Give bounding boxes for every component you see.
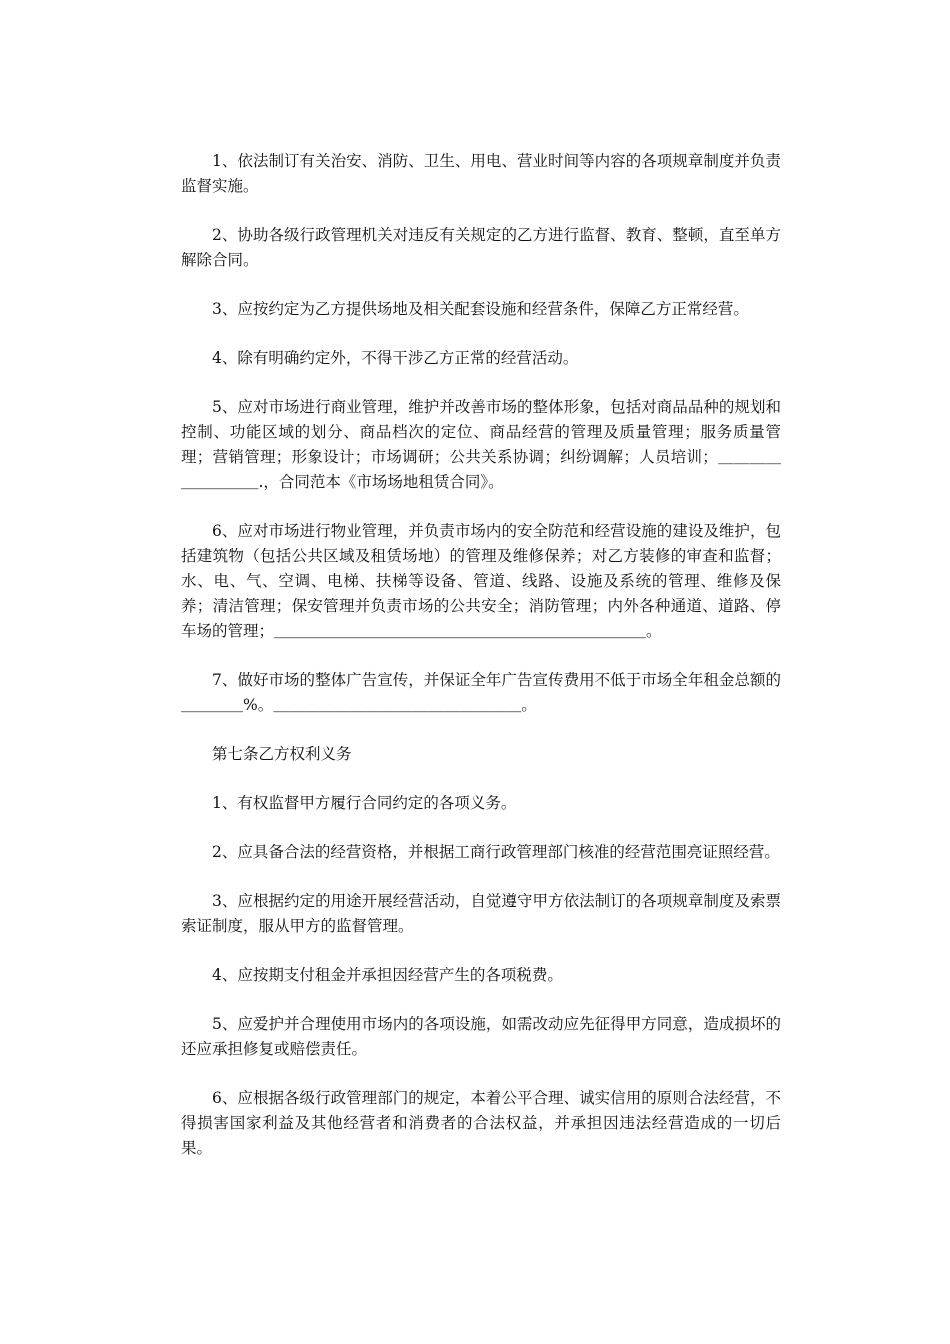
- section-heading: 第七条乙方权利义务: [212, 745, 352, 763]
- clause-paragraph: 1、有权监督甲方履行合同约定的各项义务。: [212, 794, 517, 812]
- clause-paragraph: 2、应具备合法的经营资格，并根据工商行政管理部门核准的经营范围亮证照经营。: [212, 843, 780, 861]
- clause-paragraph: 3、应根据约定的用途开展经营活动，自觉遵守甲方依法制订的各项规章制度及索票索证制度，服从甲方的监督管理。: [181, 892, 781, 935]
- clause-paragraph: 5、应爱护并合理使用市场内的各项设施，如需改动应先征得甲方同意，造成损坏的还应承担修复或赔偿责任。: [181, 1015, 781, 1058]
- clause-paragraph: 6、应对市场进行物业管理，并负责市场内的安全防范和经营设施的建设及维护，包括建筑物（包括公共区域及租赁场地）的管理及维修保养；对乙方装修的审查和监督；水、电、气、空调、电梯、扶梯等设备、管道、线路、设施及系统的管理、维修及保养；清洁管理；保安管理并负责市场的公共安全；消防管理；内外各种通道、道路、停车场的管理；＿＿＿＿＿＿＿＿＿＿＿＿＿＿＿＿＿＿＿＿＿＿＿＿。: [181, 522, 781, 640]
- clause-paragraph: 4、应按期支付租金并承担因经营产生的各项税费。: [212, 966, 563, 984]
- clause-paragraph: 5、应对市场进行商业管理，维护并改善市场的整体形象，包括对商品品种的规划和控制、功能区域的划分、商品档次的定位、商品经营的管理及质量管理；服务质量管理；营销管理；形象设计；市场调研；公共关系协调；纠纷调解；人员培训；＿＿＿＿＿＿＿＿＿.，合同范本《市场场地租赁合同》。: [181, 398, 781, 491]
- clause-paragraph: 6、应根据各级行政管理部门的规定，本着公平合理、诚实信用的原则合法经营，不得损害国家利益及其他经营者和消费者的合法权益，并承担因违法经营造成的一切后果。: [181, 1089, 781, 1157]
- clause-paragraph: 4、除有明确约定外，不得干涉乙方正常的经营活动。: [212, 349, 579, 367]
- clause-paragraph: 2、协助各级行政管理机关对违反有关规定的乙方进行监督、教育、整顿，直至单方解除合同。: [181, 226, 781, 269]
- document-body: [181, 149, 781, 1185]
- clause-paragraph: 3、应按约定为乙方提供场地及相关配套设施和经营条件，保障乙方正常经营。: [212, 300, 749, 318]
- clause-paragraph: 7、做好市场的整体广告宣传，并保证全年广告宣传费用不低于市场全年租金总额的＿＿＿＿%。＿＿＿＿＿＿＿＿＿＿＿＿＿＿＿＿。: [181, 671, 781, 714]
- clause-paragraph: 1、依法制订有关治安、消防、卫生、用电、营业时间等内容的各项规章制度并负责监督实施。: [181, 152, 781, 195]
